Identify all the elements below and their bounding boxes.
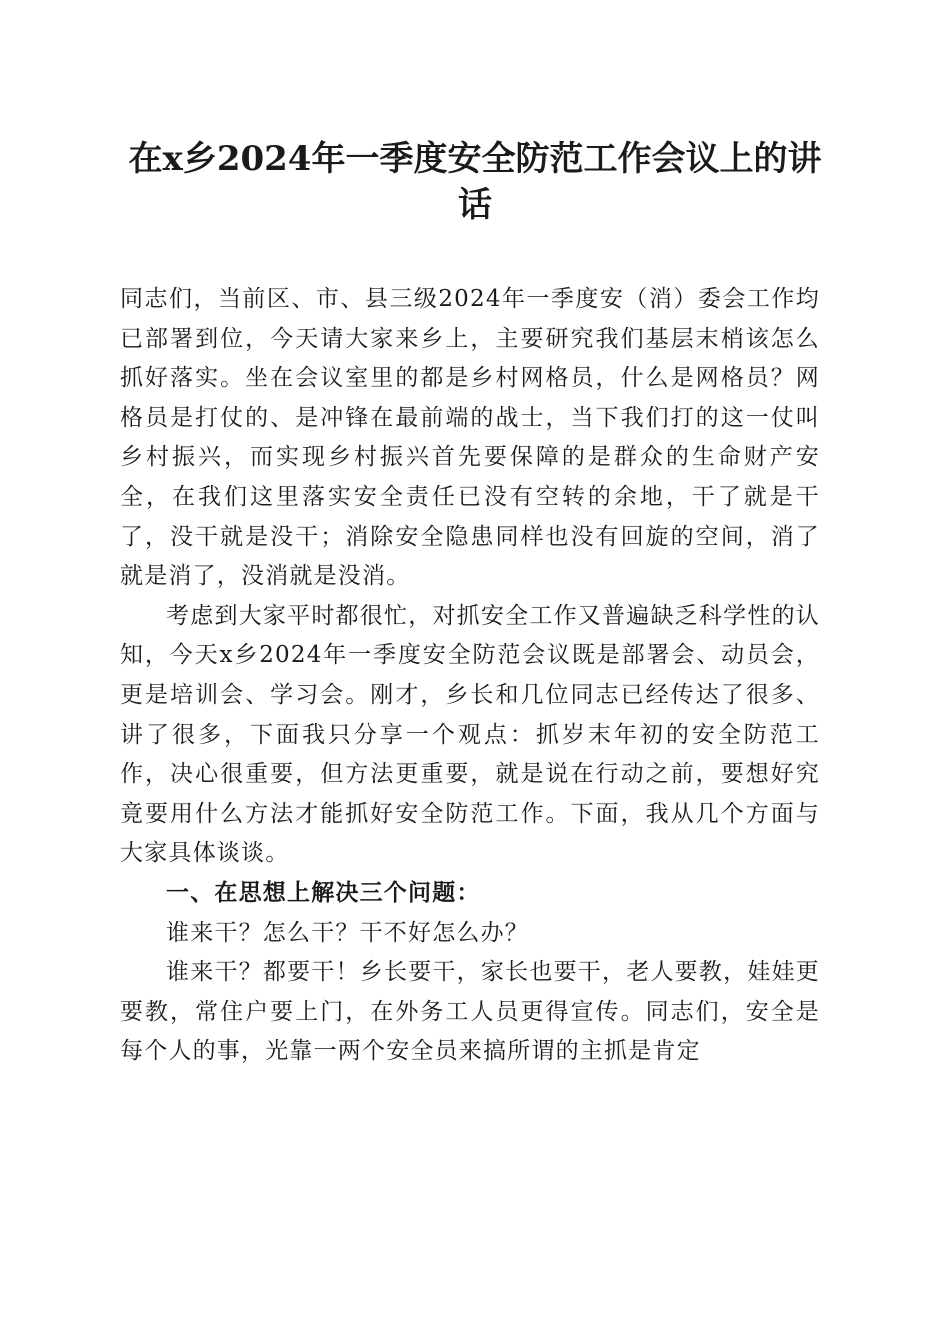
paragraph-context: 考虑到大家平时都很忙，对抓安全工作又普遍缺乏科学性的认知，今天x乡2024年一季度安全防范会议既是部署会、动员会，更是培训会、学习会。刚才，乡长和几位同志已经传达了很多、讲了很多，下面我只分享一个观点：抓岁末年初的安全防范工作，决心很重要，但方法更重要，就是说在行动之前，要想好究竟要用什么方法才能抓好安全防范工作。下面，我从几个方面与大家具体谈谈。 xyxy=(120,602,820,867)
document-title: 在x乡2024年一季度安全防范工作会议上的讲话 xyxy=(128,139,822,225)
document-body xyxy=(120,280,820,1072)
paragraph-opening: 同志们，当前区、市、县三级2024年一季度安（消）委会工作均已部署到位，今天请大家来乡上，主要研究我们基层末梢该怎么抓好落实。坐在会议室里的都是乡村网格员，什么是网格员？网格员是打仗的、是冲锋在最前端的战士，当下我们打的这一仗叫乡村振兴，而实现乡村振兴首先要保障的是群众的生命财产安全，在我们这里落实安全责任已没有空转的余地，干了就是干了，没干就是没干；消除安全隐患同样也没有回旋的空间，消了就是消了，没消就是没消。 xyxy=(120,286,820,590)
paragraph-who-does: 谁来干？都要干！乡长要干，家长也要干，老人要教，娃娃更要教，常住户要上门，在外务工人员更得宣传。同志们，安全是每个人的事，光靠一两个安全员来搞所谓的主抓是肯定 xyxy=(120,959,820,1065)
section-heading-1: 一、在思想上解决三个问题： xyxy=(166,879,481,906)
paragraph-questions: 谁来干？怎么干？干不好怎么办？ xyxy=(166,919,529,946)
